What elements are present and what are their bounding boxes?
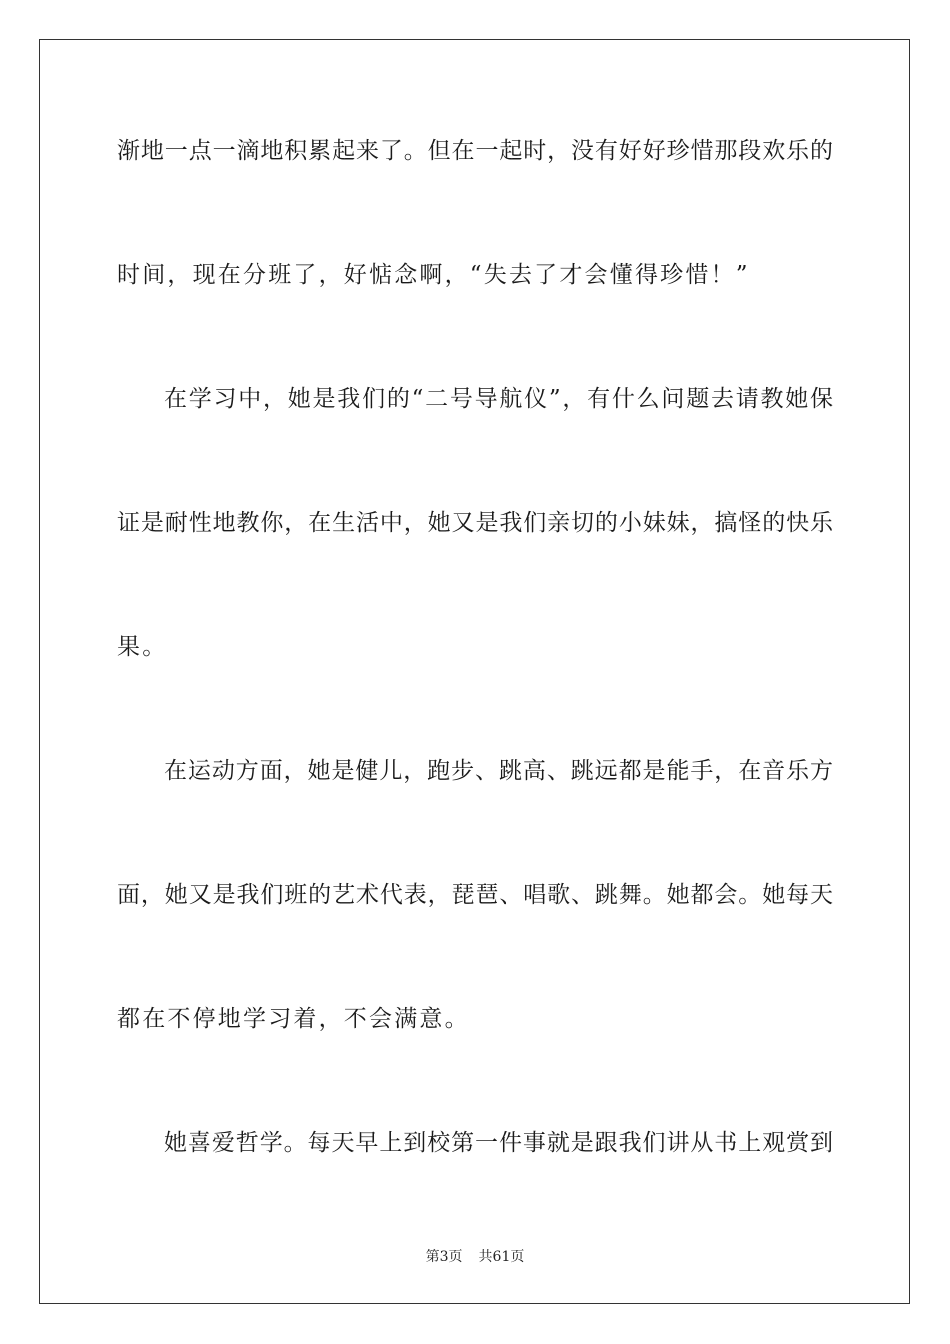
paragraph-line: 时间，现在分班了，好惦念啊，“失去了才会懂得珍惜！”: [117, 262, 750, 288]
paragraph-line: 果。: [117, 634, 168, 660]
page-number-current: 第3页: [425, 1249, 463, 1265]
paragraph-line: 她喜爱哲学。每天早上到校第一件事就是跟我们讲从书上观赏到: [164, 1130, 833, 1156]
page-border: [39, 39, 910, 1304]
paragraph-line: 面，她又是我们班的艺术代表，琵琶、唱歌、跳舞。她都会。她每天: [117, 882, 833, 908]
paragraph-line: 在运动方面，她是健儿，跑步、跳高、跳远都是能手，在音乐方: [164, 758, 833, 784]
page-number-total: 共61页: [478, 1249, 525, 1265]
paragraph-line: 渐地一点一滴地积累起来了。但在一起时，没有好好珍惜那段欢乐的: [117, 138, 833, 164]
paragraph-line: 都在不停地学习着，不会满意。: [117, 1006, 470, 1032]
paragraph-line: 在学习中，她是我们的“二号导航仪”，有什么问题去请教她保: [164, 386, 833, 412]
page-footer: [0, 1248, 950, 1266]
paragraph-line: 证是耐性地教你，在生活中，她又是我们亲切的小妹妹，搞怪的快乐: [117, 510, 833, 536]
